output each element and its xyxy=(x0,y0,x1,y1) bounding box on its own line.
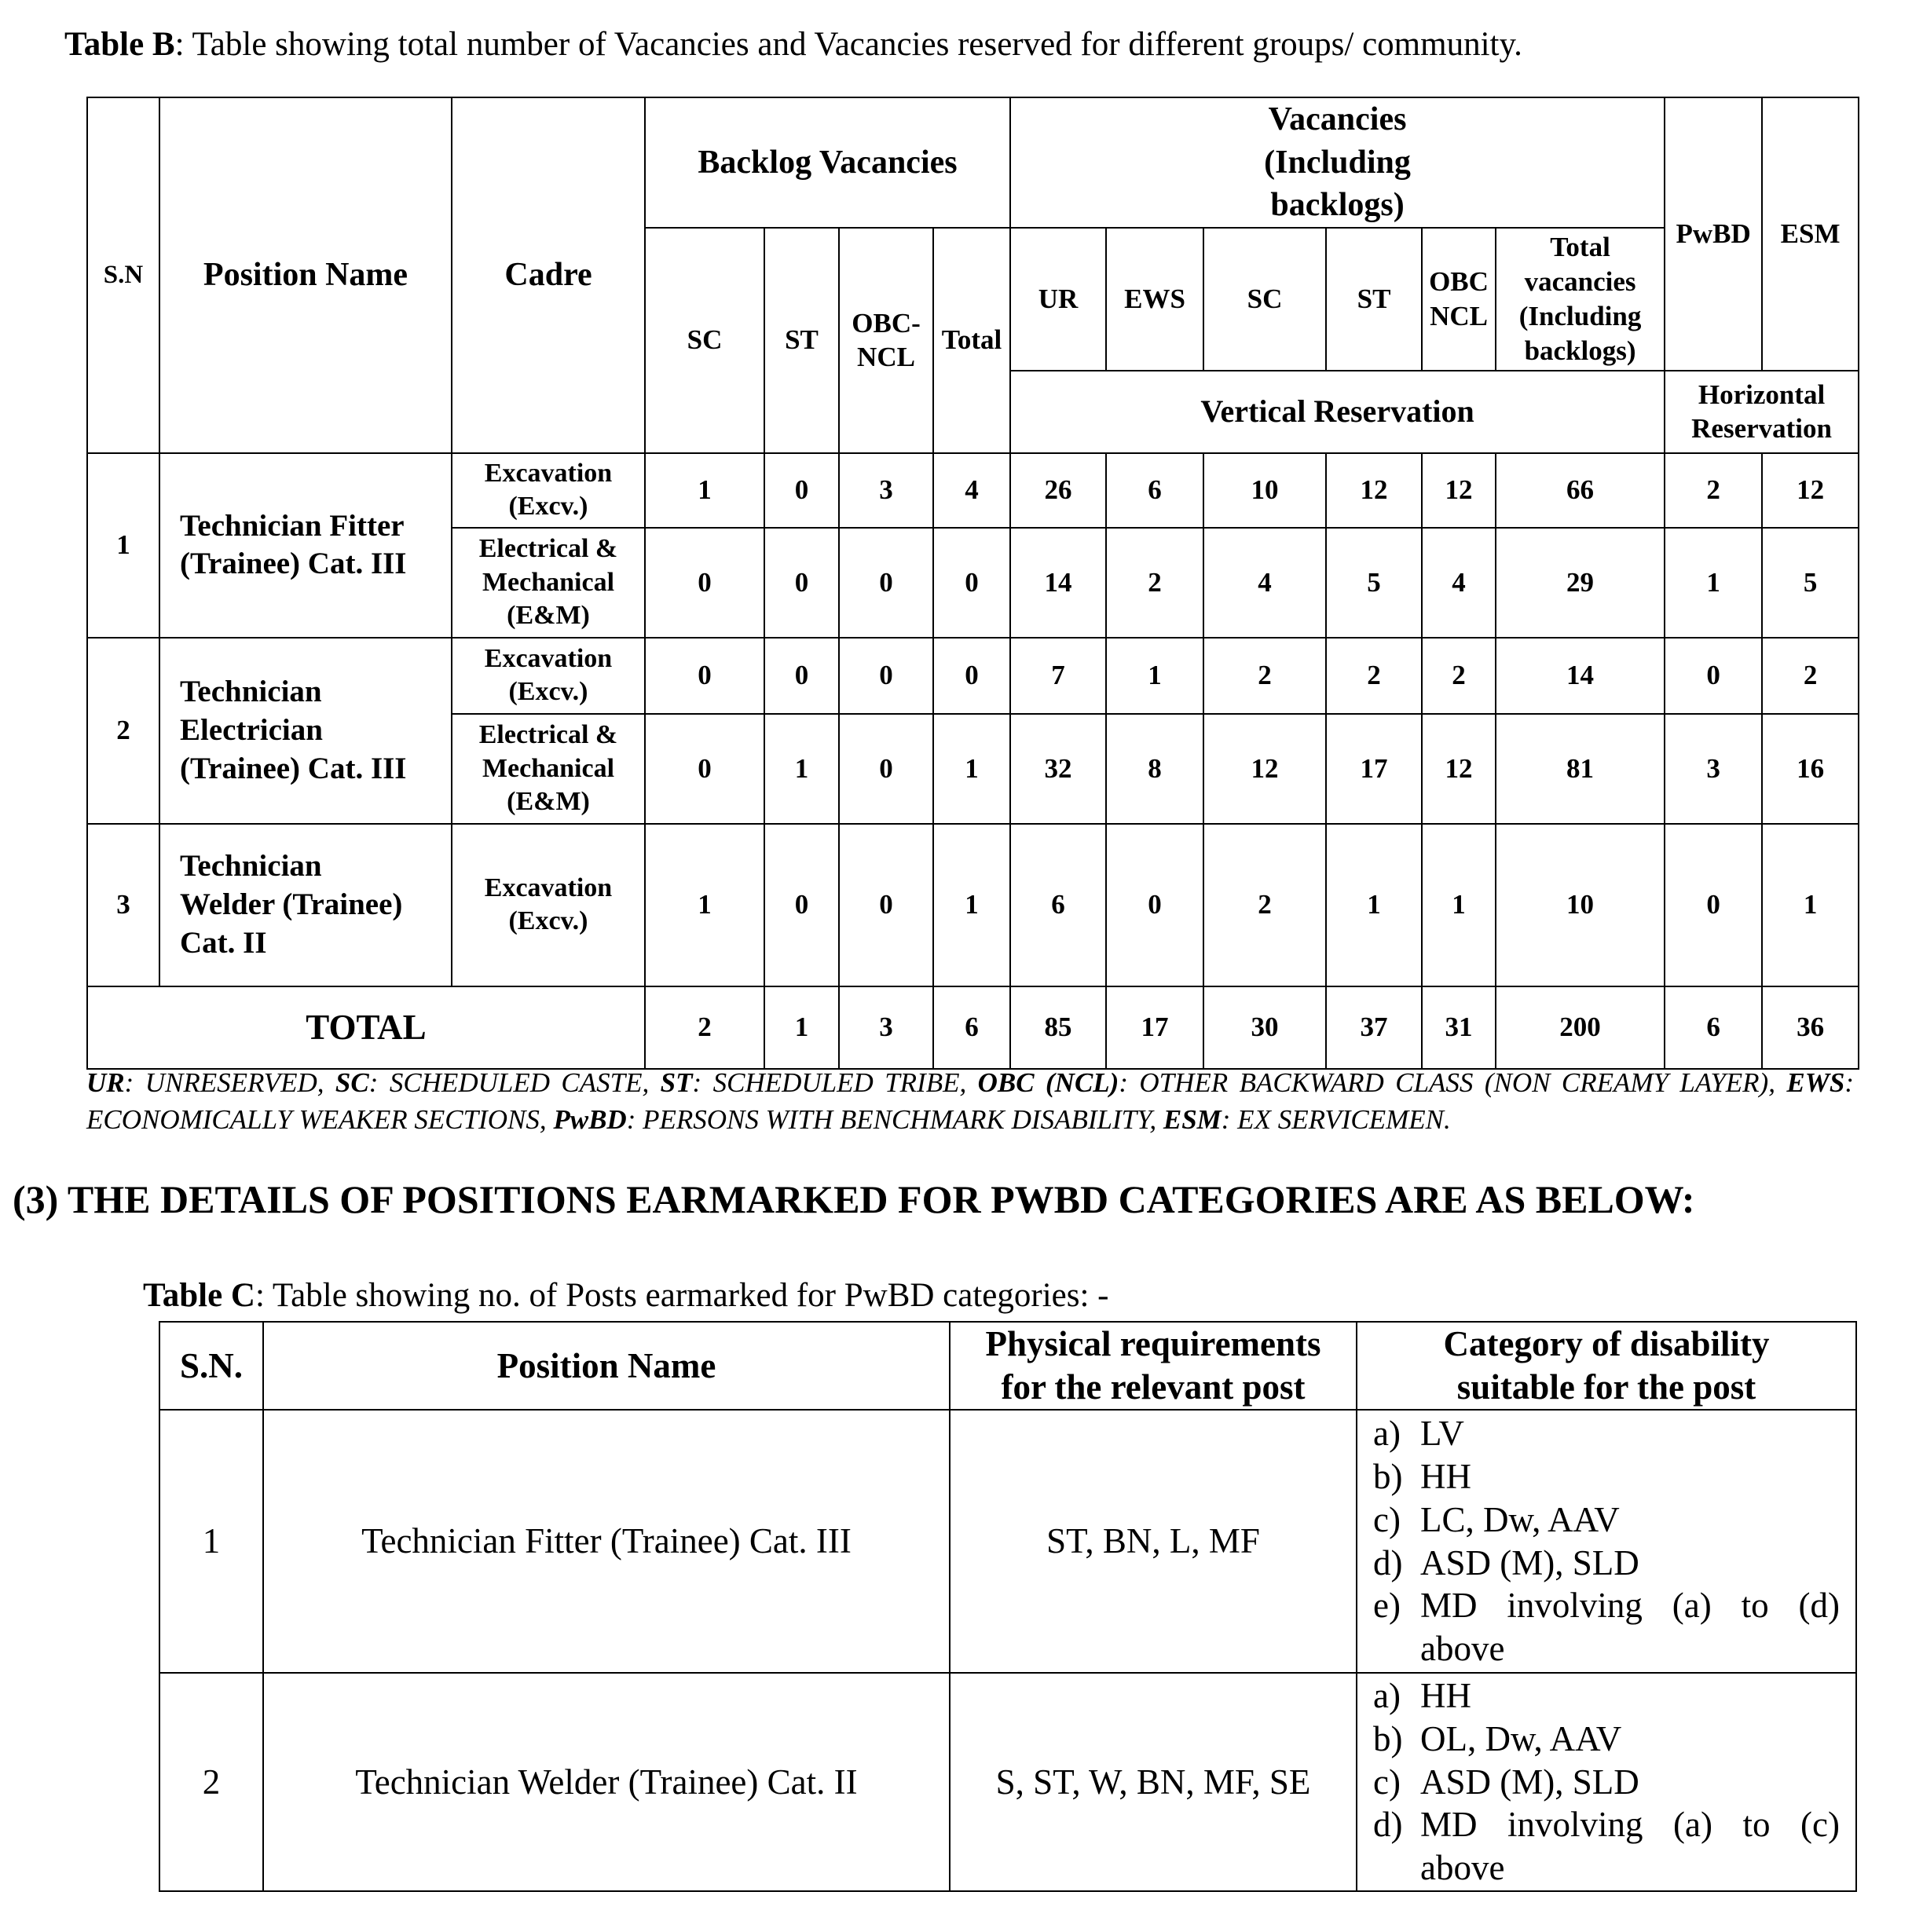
list-item: b) HH xyxy=(1373,1456,1471,1496)
table-cell: 1 xyxy=(645,453,764,528)
total-cell: 17 xyxy=(1106,986,1203,1069)
table-cell: 2 xyxy=(1326,638,1422,714)
row-cadre: Excavation (Excv.) xyxy=(452,638,645,714)
table-cell: 2 xyxy=(1665,453,1762,528)
total-cell: 31 xyxy=(1422,986,1496,1069)
header-vacancies: Vacancies (Including backlogs) xyxy=(1010,97,1665,228)
header-esm: ESM xyxy=(1762,97,1859,371)
table-cell: 12 xyxy=(1326,453,1422,528)
row-sn: 3 xyxy=(87,824,159,986)
table-c-caption: Table C: Table showing no. of Posts earmarked for PwBD categories: - xyxy=(143,1277,1109,1314)
legend-text: : UNRESERVED, xyxy=(124,1067,335,1098)
row-disability-categories xyxy=(1357,1410,1856,1673)
table-cell: 0 xyxy=(1106,824,1203,986)
row-physical: ST, BN, L, MF xyxy=(950,1410,1357,1673)
total-cell: 6 xyxy=(1665,986,1762,1069)
list-item: a) LV xyxy=(1373,1413,1464,1453)
table-cell: 3 xyxy=(839,453,933,528)
header-backlog-total: Total xyxy=(933,228,1010,453)
header-sn: S.N. xyxy=(159,1322,263,1410)
legend-abbr: PwBD xyxy=(553,1104,627,1136)
table-cell: 2 xyxy=(1762,638,1859,714)
table-row xyxy=(87,638,1859,714)
table-cell: 12 xyxy=(1422,714,1496,824)
total-cell: 2 xyxy=(645,986,764,1069)
row-cadre: Excavation (Excv.) xyxy=(452,453,645,528)
table-cell: 1 xyxy=(1106,638,1203,714)
list-item: c) LC, Dw, AAV xyxy=(1373,1499,1620,1539)
table-cell: 10 xyxy=(1203,453,1326,528)
table-cell: 1 xyxy=(933,714,1010,824)
section-heading: (3) THE DETAILS OF POSITIONS EARMARKED FOR PWBD CATEGORIES ARE AS BELOW: xyxy=(13,1177,1695,1221)
row-physical: S, ST, W, BN, MF, SE xyxy=(950,1673,1357,1891)
table-cell: 0 xyxy=(839,528,933,638)
row-sn: 1 xyxy=(159,1410,263,1673)
total-cell: 200 xyxy=(1496,986,1665,1069)
header-disability-category: Category of disability suitable for the post xyxy=(1357,1322,1856,1410)
table-cell: 1 xyxy=(1665,528,1762,638)
row-sn: 2 xyxy=(87,638,159,824)
table-cell: 14 xyxy=(1010,528,1106,638)
table-cell: 14 xyxy=(1496,638,1665,714)
header-pwbd: PwBD xyxy=(1665,97,1762,371)
table-cell: 1 xyxy=(1326,824,1422,986)
table-cell: 0 xyxy=(839,824,933,986)
table-cell: 5 xyxy=(1326,528,1422,638)
table-cell: 0 xyxy=(764,528,839,638)
list-item: b) OL, Dw, AAV xyxy=(1373,1718,1622,1758)
header-backlog-vacancies: Backlog Vacancies xyxy=(645,97,1010,228)
table-row xyxy=(159,1410,1856,1673)
pwbd-table xyxy=(159,1321,1857,1892)
header-st: ST xyxy=(1326,228,1422,371)
row-position-name: Technician Welder (Trainee) Cat. II xyxy=(159,824,452,986)
list-item: d) MD involving (a) to (c) above xyxy=(1373,1805,1840,1888)
row-cadre: Excavation (Excv.) xyxy=(452,824,645,986)
table-cell: 2 xyxy=(1422,638,1496,714)
legend-abbr: ST xyxy=(660,1067,693,1098)
table-cell: 0 xyxy=(764,638,839,714)
table-cell: 8 xyxy=(1106,714,1203,824)
table-cell: 6 xyxy=(1106,453,1203,528)
table-cell: 16 xyxy=(1762,714,1859,824)
table-cell: 4 xyxy=(933,453,1010,528)
table-cell: 7 xyxy=(1010,638,1106,714)
header-cadre: Cadre xyxy=(452,97,645,453)
table-cell: 4 xyxy=(1422,528,1496,638)
table-row xyxy=(87,453,1859,528)
table-cell: 1 xyxy=(1762,824,1859,986)
header-sn: S.N xyxy=(87,97,159,453)
table-cell: 0 xyxy=(764,453,839,528)
table-cell: 81 xyxy=(1496,714,1665,824)
list-item: a) HH xyxy=(1373,1675,1471,1715)
total-row xyxy=(87,986,1859,1069)
table-cell: 10 xyxy=(1496,824,1665,986)
legend-text: : ECONOMICALLY WEAKER SECTIONS, xyxy=(86,1067,1854,1136)
legend-text: : OTHER BACKWARD CLASS (NON CREAMY LAYER), xyxy=(1119,1067,1787,1098)
table-cell: 32 xyxy=(1010,714,1106,824)
table-cell: 26 xyxy=(1010,453,1106,528)
vacancies-table xyxy=(86,97,1859,1070)
table-cell: 66 xyxy=(1496,453,1665,528)
header-sc: SC xyxy=(1203,228,1326,371)
header-backlog-obc-ncl: OBC- NCL xyxy=(839,228,933,453)
table-cell: 0 xyxy=(839,638,933,714)
list-item: d) ASD (M), SLD xyxy=(1373,1542,1639,1583)
row-cadre: Electrical & Mechanical (E&M) xyxy=(452,714,645,824)
total-cell: 6 xyxy=(933,986,1010,1069)
total-cell: 3 xyxy=(839,986,933,1069)
table-cell: 2 xyxy=(1203,638,1326,714)
header-position-name: Position Name xyxy=(263,1322,950,1410)
row-position-name: Technician Fitter (Trainee) Cat. III xyxy=(159,453,452,638)
row-disability-categories xyxy=(1357,1673,1856,1891)
table-b-caption: Table B: Table showing total number of Vacancies and Vacancies reserved for different groups/ community. xyxy=(64,26,1522,63)
row-sn: 2 xyxy=(159,1673,263,1891)
legend-abbr: UR xyxy=(86,1067,125,1098)
table-row xyxy=(87,824,1859,986)
header-physical-requirements: Physical requirements for the relevant post xyxy=(950,1322,1357,1410)
table-cell: 1 xyxy=(645,824,764,986)
table-cell: 4 xyxy=(1203,528,1326,638)
table-row xyxy=(159,1673,1856,1891)
table-cell: 0 xyxy=(645,714,764,824)
table-cell: 1 xyxy=(933,824,1010,986)
total-cell: 37 xyxy=(1326,986,1422,1069)
legend-abbr: SC xyxy=(335,1067,369,1098)
legend-abbr: ESM xyxy=(1163,1104,1222,1136)
legend-text: : SCHEDULED CASTE, xyxy=(368,1067,661,1098)
header-ews: EWS xyxy=(1106,228,1203,371)
row-cadre: Electrical & Mechanical (E&M) xyxy=(452,528,645,638)
row-position-name: Technician Electrician (Trainee) Cat. III xyxy=(159,638,452,824)
header-position-name: Position Name xyxy=(159,97,452,453)
table-cell: 0 xyxy=(933,638,1010,714)
table-cell: 5 xyxy=(1762,528,1859,638)
row-sn: 1 xyxy=(87,453,159,638)
table-cell: 0 xyxy=(645,528,764,638)
abbreviations-legend xyxy=(86,1064,1854,1139)
table-cell: 17 xyxy=(1326,714,1422,824)
table-cell: 2 xyxy=(1203,824,1326,986)
total-cell: 36 xyxy=(1762,986,1859,1069)
table-cell: 0 xyxy=(1665,638,1762,714)
legend-text: : PERSONS WITH BENCHMARK DISABILITY, xyxy=(626,1104,1163,1136)
header-total-vacancies: Total vacancies (Including backlogs) xyxy=(1496,228,1665,371)
table-cell: 1 xyxy=(764,714,839,824)
table-cell: 0 xyxy=(645,638,764,714)
header-obc-ncl: OBC NCL xyxy=(1422,228,1496,371)
header-backlog-sc: SC xyxy=(645,228,764,453)
table-cell: 29 xyxy=(1496,528,1665,638)
header-backlog-st: ST xyxy=(764,228,839,453)
legend-abbr: OBC (NCL) xyxy=(977,1067,1119,1098)
total-label: TOTAL xyxy=(87,986,645,1069)
table-cell: 6 xyxy=(1010,824,1106,986)
table-cell: 0 xyxy=(764,824,839,986)
total-cell: 1 xyxy=(764,986,839,1069)
total-cell: 85 xyxy=(1010,986,1106,1069)
table-cell: 0 xyxy=(933,528,1010,638)
table-cell: 0 xyxy=(1665,824,1762,986)
legend-text: : SCHEDULED TRIBE, xyxy=(692,1067,978,1098)
table-cell: 2 xyxy=(1106,528,1203,638)
row-position: Technician Fitter (Trainee) Cat. III xyxy=(263,1410,950,1673)
legend-text: : EX SERVICEMEN. xyxy=(1221,1104,1451,1136)
list-item: c) ASD (M), SLD xyxy=(1373,1762,1639,1802)
table-cell: 12 xyxy=(1422,453,1496,528)
row-position: Technician Welder (Trainee) Cat. II xyxy=(263,1673,950,1891)
list-item: e) MD involving (a) to (d) above xyxy=(1373,1586,1840,1669)
legend-abbr: EWS xyxy=(1786,1067,1845,1098)
table-cell: 12 xyxy=(1762,453,1859,528)
total-cell: 30 xyxy=(1203,986,1326,1069)
table-cell: 1 xyxy=(1422,824,1496,986)
table-cell: 0 xyxy=(839,714,933,824)
table-cell: 3 xyxy=(1665,714,1762,824)
header-ur: UR xyxy=(1010,228,1106,371)
table-cell: 12 xyxy=(1203,714,1326,824)
header-vertical-reservation: Vertical Reservation xyxy=(1010,371,1665,453)
header-horizontal-reservation: Horizontal Reservation xyxy=(1665,371,1859,453)
